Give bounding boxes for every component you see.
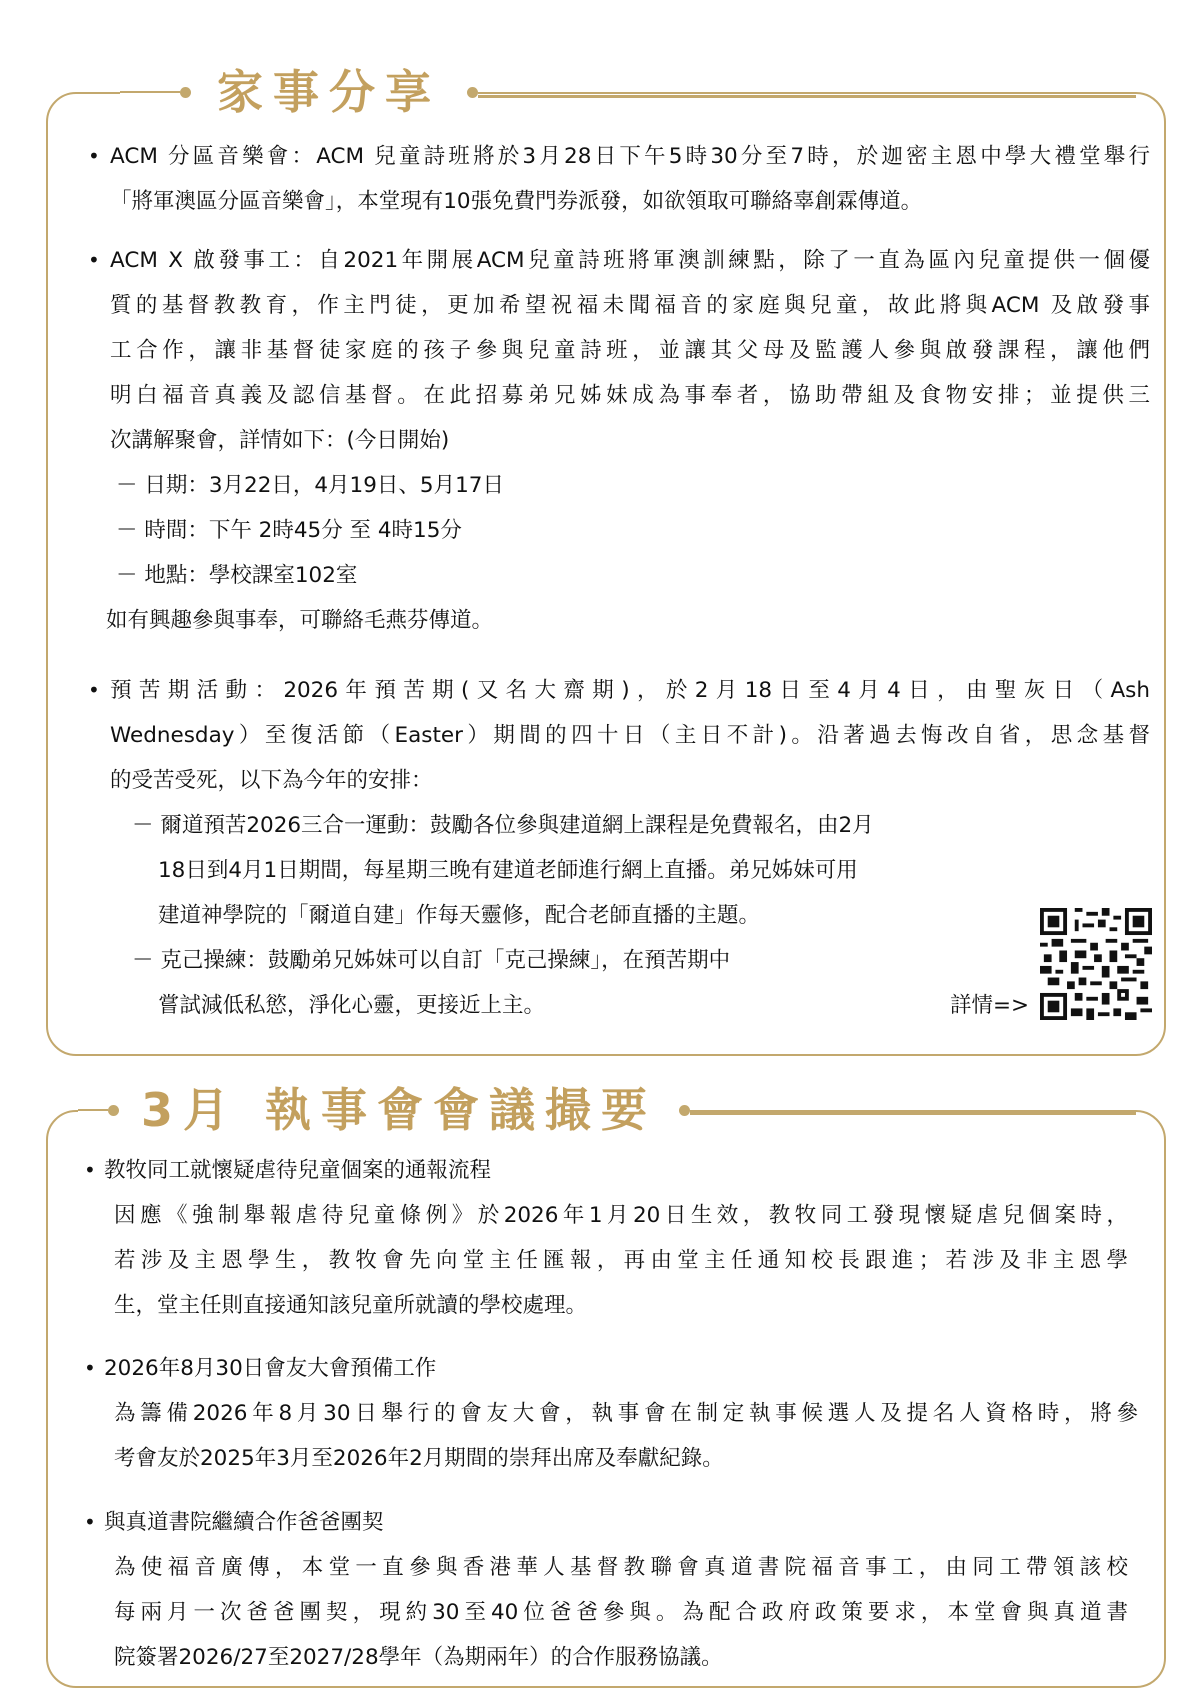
- item-lent-sub-2: [132, 938, 1012, 983]
- minutes-item-body: [114, 1545, 1128, 1680]
- heading-line: 教牧同工就懷疑虐待兒童個案的通報流程: [104, 1158, 492, 1183]
- item-lent-sub-1-cont: [158, 848, 1038, 938]
- item-acm-concert: [110, 134, 1150, 224]
- sub-line: 18日到4月1日期間，每星期三晚有建道老師進行網上直播。弟兄姊妹可用: [158, 858, 858, 883]
- paragraph-line: 工合作，讓非基督徒家庭的孩子參與兒童詩班，並讓其父母及監護人參與啟發課程，讓他們: [110, 338, 1150, 363]
- title-rule-right: [690, 1112, 1136, 1115]
- title-dot-right: [679, 1105, 690, 1116]
- bullet: •: [84, 1510, 96, 1534]
- heading-line: 與真道書院繼續合作爸爸團契: [104, 1510, 384, 1535]
- paragraph-line: 考會友於2025年3月至2026年2月期間的崇拜出席及奉獻紀錄。: [114, 1446, 724, 1471]
- paragraph-line: 每兩月一次爸爸團契，現約30至40位爸爸參與。為配合政府政策要求，本堂會與真道書: [114, 1600, 1128, 1625]
- paragraph-line: 因應《強制舉報虐待兒童條例》於2026年1月20日生效，教牧同工發現懷疑虐兒個案時，: [114, 1203, 1128, 1228]
- item-lent-sub-2-cont: [158, 983, 958, 1028]
- paragraph-line: 為使福音廣傳，本堂一直參與香港華人基督教聯會真道書院福音事工，由同工帶領該校: [114, 1555, 1128, 1580]
- sub-line: － 爾道預苦2026三合一運動：鼓勵各位參與建道網上課程是免費報名，由2月: [132, 813, 874, 838]
- paragraph-line: ACM 分區音樂會：ACM 兒童詩班將於3月28日下午5時30分至7時，於迦密主恩中學大禮堂舉行: [110, 144, 1150, 169]
- title-rule-left: [78, 1109, 108, 1112]
- item-acm-alpha-contact: [106, 598, 906, 643]
- detail-location: － 地點：學校課室102室: [116, 563, 358, 588]
- paragraph-line: 明白福音真義及認信基督。在此招募弟兄姊妹成為事奉者，協助帶組及食物安排；並提供三: [110, 383, 1150, 408]
- section-title: 3月 執事會會議撮要: [141, 1083, 658, 1137]
- paragraph-line: 的受苦受死，以下為今年的安排：: [110, 768, 433, 793]
- bullet: •: [88, 678, 100, 702]
- item-acm-alpha-details: [116, 463, 916, 598]
- qr-label: 詳情=>: [950, 993, 1030, 1018]
- sub-line: － 克己操練：鼓勵弟兄姊妹可以自訂「克己操練」，在預苦期中: [132, 948, 731, 973]
- minutes-item-heading: [104, 1500, 1144, 1545]
- item-lent: [110, 668, 1150, 803]
- bullet: •: [88, 144, 100, 168]
- paragraph-line: 為籌備2026年8月30日舉行的會友大會，執事會在制定執事候選人及提名人資格時，將參: [114, 1401, 1138, 1426]
- contact-line: 如有興趣參與事奉，可聯絡毛燕芬傳道。: [106, 608, 494, 633]
- paragraph-line: 院簽署2026/27至2027/28學年（為期兩年）的合作服務協議。: [114, 1645, 723, 1670]
- title-rule-left: [120, 91, 180, 94]
- detail-date: － 日期：3月22日，4月19日、5月17日: [116, 473, 504, 498]
- minutes-item-body: [114, 1193, 1128, 1328]
- title-dot-right: [467, 87, 478, 98]
- section-title: 家事分享: [217, 65, 441, 119]
- bullet: •: [88, 248, 100, 272]
- detail-time: － 時間：下午 2時45分 至 4時15分: [116, 518, 462, 543]
- paragraph-line: 「將軍澳區分區音樂會」，本堂現有10張免費門券派發，如欲領取可聯絡辜創霖傳道。: [110, 189, 923, 214]
- paragraph-line: ACM X 啟發事工：自2021年開展ACM兒童詩班將軍澳訓練點，除了一直為區內兒童提供一個優: [110, 248, 1150, 273]
- sub-line: 建道神學院的「爾道自建」作每天靈修，配合老師直播的主題。: [158, 903, 761, 928]
- title-rule-right: [478, 95, 1136, 98]
- paragraph-line: 生，堂主任則直接通知該兒童所就讀的學校處理。: [114, 1293, 588, 1318]
- qr-code-icon[interactable]: [1040, 908, 1152, 1020]
- section-family-news-header: [120, 62, 478, 122]
- item-lent-sub-1: [132, 803, 1012, 848]
- paragraph-line: 預苦期活動：2026年預苦期(又名大齋期)，於2月18日至4月4日，由聖灰日（Ash: [110, 678, 1150, 703]
- bullet: •: [84, 1158, 96, 1182]
- title-dot-left: [180, 87, 191, 98]
- paragraph-line: 質的基督教教育，作主門徒，更加希望祝福未聞福音的家庭與兒童，故此將與ACM 及啟發事: [110, 293, 1150, 318]
- minutes-item-heading: [104, 1148, 1144, 1193]
- sub-line: 嘗試減低私慾，淨化心靈，更接近上主。: [158, 993, 546, 1018]
- title-dot-left: [108, 1105, 119, 1116]
- minutes-item-body: [114, 1391, 1138, 1481]
- bullet: •: [84, 1356, 96, 1380]
- minutes-item-heading: [104, 1346, 1144, 1391]
- section-deacon-meeting-header: [78, 1080, 690, 1140]
- paragraph-line: 若涉及主恩學生，教牧會先向堂主任匯報，再由堂主任通知校長跟進；若涉及非主恩學: [114, 1248, 1128, 1273]
- item-acm-alpha: [110, 238, 1150, 463]
- heading-line: 2026年8月30日會友大會預備工作: [104, 1356, 437, 1381]
- paragraph-line: 次講解聚會，詳情如下：(今日開始): [110, 428, 450, 453]
- paragraph-line: Wednesday）至復活節（Easter）期間的四十日（主日不計)。沿著過去悔改自省，思念基督: [110, 723, 1150, 748]
